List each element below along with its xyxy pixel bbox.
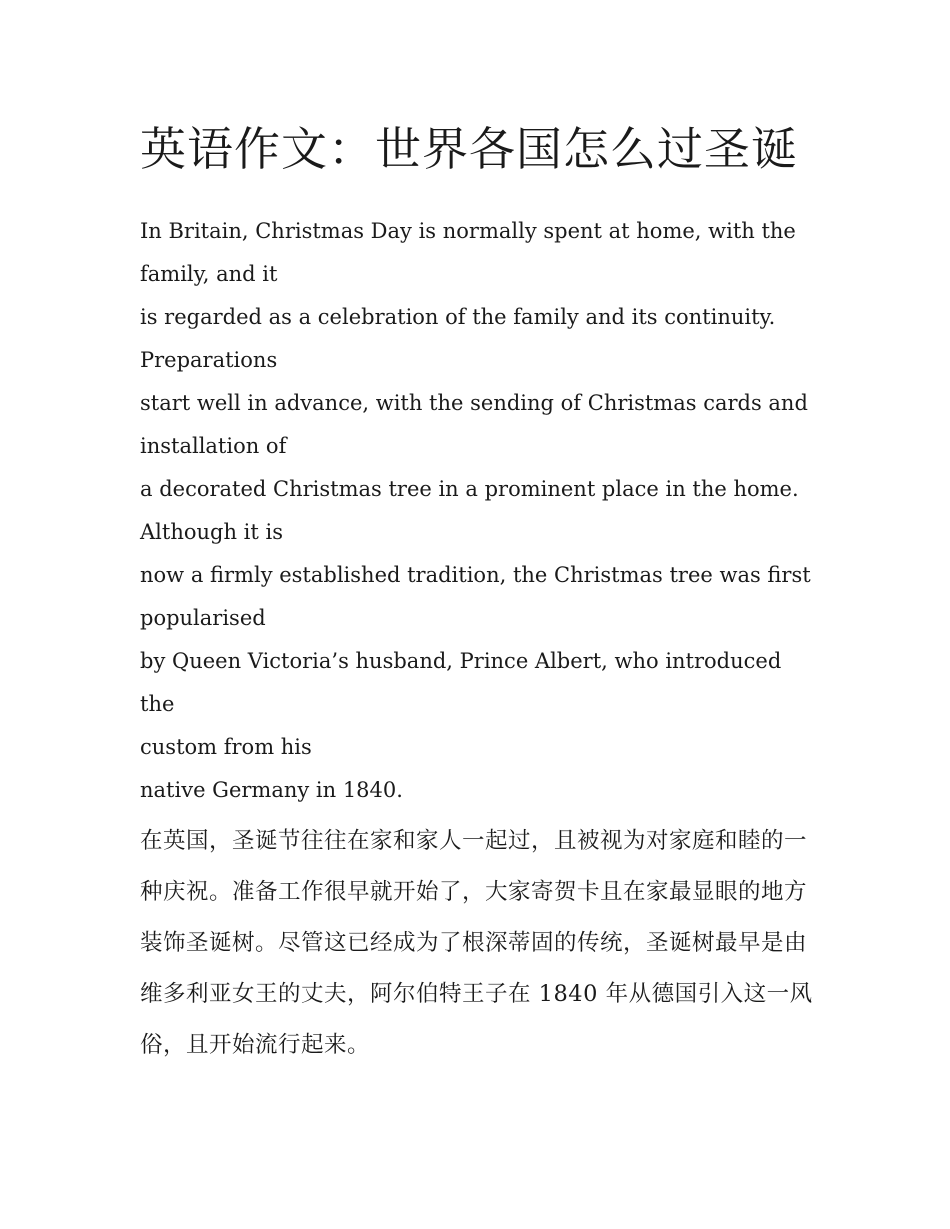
english-line: a decorated Christmas tree in a prominent place in the home.: [140, 477, 799, 501]
english-paragraph: [140, 210, 820, 812]
document-page: [140, 110, 820, 1071]
english-line: custom from his: [140, 735, 312, 759]
english-line: now a firmly established tradition, the Christmas tree was first: [140, 563, 811, 587]
chinese-paragraph: 在英国，圣诞节往往在家和家人一起过，且被视为对家庭和睦的一种庆祝。准备工作很早就开始了，大家寄贺卡且在家最显眼的地方装饰圣诞树。尽管这已经成为了根深蒂固的传统，圣诞树最早是由维多利亚女王的丈夫，阿尔伯特王子在 1840 年从德国引入这一风俗，且开始流行起来。: [140, 828, 813, 1058]
english-line: start well in advance, with the sending of Christmas cards and: [140, 391, 808, 415]
english-line: native Germany in 1840.: [140, 778, 403, 802]
english-line: Although it is: [140, 520, 283, 544]
document-title: 英语作文：世界各国怎么过圣诞: [140, 122, 798, 176]
english-line: by Queen Victoria’s husband, Prince Albert, who introduced the: [140, 649, 782, 716]
english-line: popularised: [140, 606, 266, 630]
english-line: In Britain, Christmas Day is normally spent at home, with the: [140, 219, 796, 243]
english-line: Preparations: [140, 348, 278, 372]
english-line: installation of: [140, 434, 287, 458]
english-line: is regarded as a celebration of the family and its continuity.: [140, 305, 776, 329]
english-line: family, and it: [140, 262, 278, 286]
